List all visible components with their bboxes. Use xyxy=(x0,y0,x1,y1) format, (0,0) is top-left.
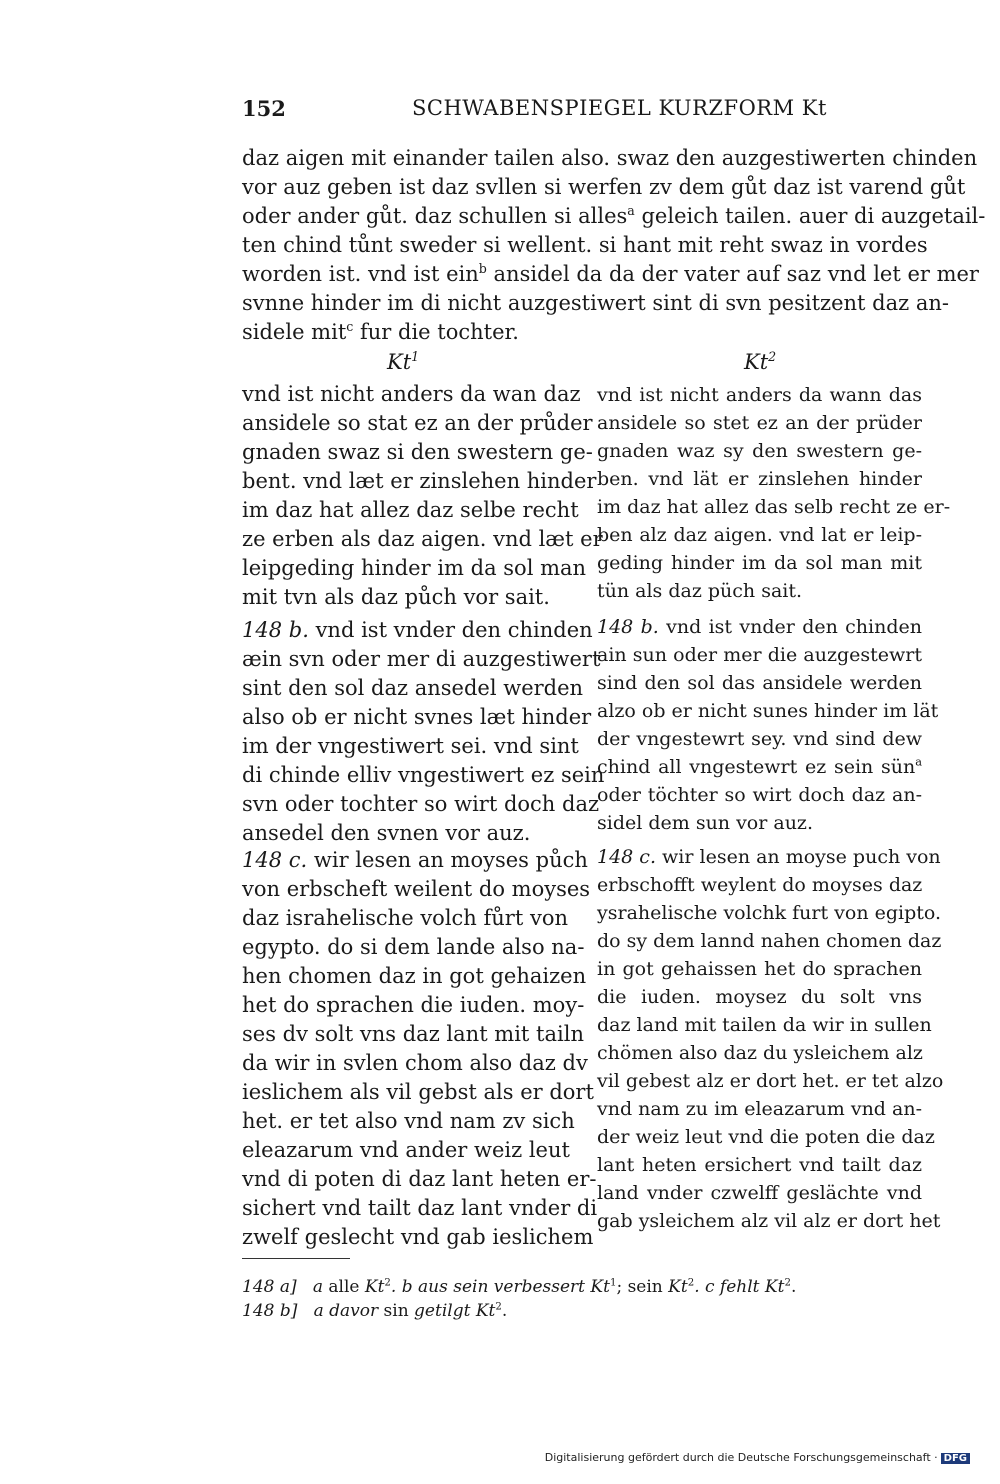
text-line: oder ander gůt. daz schullen si alles$^a$ geleich tailen. auer di auzgetail- xyxy=(242,203,986,228)
text-line: lant heten ersichert vnd tailt daz xyxy=(597,1154,922,1176)
text-line: gab ysleichem alz vil alz er dort het xyxy=(597,1210,941,1232)
text-line: gnaden waz sy den swestern ge- xyxy=(597,440,922,462)
text-line: gnaden swaz si den swestern ge- xyxy=(242,440,593,464)
text-line: vor auz geben ist daz svllen si werfen zv dem gůt daz ist varend gůt xyxy=(242,175,966,199)
text-line: bent. vnd læt er zinslehen hinder xyxy=(242,469,597,493)
footnote-rule xyxy=(242,1258,350,1259)
text-line: sidel dem sun vor auz. xyxy=(597,812,813,834)
column-heading-left: Kt$^1$ xyxy=(387,349,420,374)
text-line: 148 c. wir lesen an moyse puch von xyxy=(597,846,941,868)
text-line: 148 c. wir lesen an moyses půch xyxy=(242,848,588,872)
text-line: ieslichem als vil gebst als er dort xyxy=(242,1080,594,1104)
text-line: het do sprachen die iuden. moy- xyxy=(242,993,585,1017)
footnote-marker: b xyxy=(478,261,487,276)
text-line: der vngestewrt sey. vnd sind dew xyxy=(597,728,922,750)
text-line: 148 b. vnd ist vnder den chinden xyxy=(597,616,923,638)
text-line: land vnder czwelff geslächte vnd xyxy=(597,1182,922,1204)
text-line: ysrahelische volchk furt von egipto. xyxy=(597,902,942,924)
text-line: hen chomen daz in got gehaizen xyxy=(242,964,587,988)
text-line: vnd ist nicht anders da wan daz xyxy=(242,382,581,406)
section-number: 148 b. xyxy=(597,616,659,638)
text-line: ansidele so stat ez an der průder xyxy=(242,411,593,435)
text-line: het. er tet also vnd nam zv sich xyxy=(242,1109,575,1133)
text-line: sidele mit$^c$ fur die tochter. xyxy=(242,319,519,344)
text-line: worden ist. vnd ist ein$^b$ ansidel da da der vater auf saz vnd let er mer xyxy=(242,261,979,286)
section-number: 148 b. xyxy=(242,618,309,642)
digitization-credit: Digitalisierung gefördert durch die Deutsche Forschungsgemeinschaft · DFG xyxy=(545,1451,970,1464)
text-line: die iuden. moysez du solt vns xyxy=(597,986,922,1008)
text-line: ain sun oder mer die auzgestewrt xyxy=(597,644,922,666)
text-line: im der vngestiwert sei. vnd sint xyxy=(242,734,579,758)
text-line: svn oder tochter so wirt doch daz xyxy=(242,792,600,816)
text-line: ben alz daz aigen. vnd lat er leip- xyxy=(597,524,922,546)
section-number: 148 c. xyxy=(597,846,656,868)
text-line: ansedel den svnen vor auz. xyxy=(242,821,531,845)
text-line: daz land mit tailen da wir in sullen xyxy=(597,1014,932,1036)
column-heading-right: Kt$^2$ xyxy=(744,349,777,374)
text-line: im daz hat allez daz selbe recht xyxy=(242,498,579,522)
text-line: vil gebest alz er dort het. er tet alzo xyxy=(597,1070,944,1092)
text-line: zwelf geslecht vnd gab ieslichem xyxy=(242,1225,594,1249)
text-line: sind den sol das ansidele werden xyxy=(597,672,922,694)
text-line: tün als daz püch sait. xyxy=(597,580,803,602)
text-line: ses dv solt vns daz lant mit tailn xyxy=(242,1022,584,1046)
page-number: 152 xyxy=(242,96,286,121)
text-line: in got gehaissen het do sprachen xyxy=(597,958,922,980)
text-line: di chinde elliv vngestiwert ez sein xyxy=(242,763,605,787)
text-line: vnd ist nicht anders da wann das xyxy=(597,384,922,406)
text-line: 148 b. vnd ist vnder den chinden xyxy=(242,618,593,642)
text-line: sichert vnd tailt daz lant vnder di xyxy=(242,1196,598,1220)
text-line: daz israhelische volch fůrt von xyxy=(242,906,568,930)
text-line: ansidele so stet ez an der prüder xyxy=(597,412,922,434)
footnote-marker: c xyxy=(346,319,354,334)
text-line: geding hinder im da sol man mit xyxy=(597,552,922,574)
text-line: daz aigen mit einander tailen also. swaz den auzgestiwerten chinden xyxy=(242,146,978,170)
section-number: 148 c. xyxy=(242,848,308,872)
text-line: also ob er nicht svnes læt hinder xyxy=(242,705,592,729)
text-line: vnd di poten di daz lant heten er- xyxy=(242,1167,597,1191)
text-line: alzo ob er nicht sunes hinder im lät xyxy=(597,700,939,722)
text-line: eleazarum vnd ander weiz leut xyxy=(242,1138,570,1162)
text-line: von erbscheft weilent do moyses xyxy=(242,877,591,901)
text-line: oder töchter so wirt doch daz an- xyxy=(597,784,922,806)
text-line: chömen also daz du ysleichem alz xyxy=(597,1042,923,1064)
footnote-148b: 148 b] a davor sin getilgt Kt$^2$. xyxy=(242,1301,508,1321)
text-line: im daz hat allez das selb recht ze er- xyxy=(597,496,951,518)
footnote-marker: a xyxy=(627,203,635,218)
text-line: ze erben als daz aigen. vnd læt er xyxy=(242,527,603,551)
text-line: da wir in svlen chom also daz dv xyxy=(242,1051,588,1075)
text-line: vnd nam zu im eleazarum vnd an- xyxy=(597,1098,922,1120)
text-line: do sy dem lannd nahen chomen daz xyxy=(597,930,942,952)
text-line: sint den sol daz ansedel werden xyxy=(242,676,584,700)
text-line: egypto. do si dem lande also na- xyxy=(242,935,585,959)
text-line: svnne hinder im di nicht auzgestiwert sint di svn pesitzent daz an- xyxy=(242,291,949,315)
text-line: leipgeding hinder im da sol man xyxy=(242,556,587,580)
text-line: mit tvn als daz půch vor sait. xyxy=(242,585,550,609)
footnote-148a: 148 a] a alle Kt$^2$. b aus sein verbessert Kt$^1$; sein Kt$^2$. c fehlt Kt$^2$. xyxy=(242,1277,797,1297)
text-line: chind all vngestewrt ez sein sün$^a$ xyxy=(597,754,922,778)
text-line: der weiz leut vnd die poten die daz xyxy=(597,1126,935,1148)
text-line: ten chind tůnt sweder si wellent. si hant mit reht swaz in vordes xyxy=(242,233,928,257)
footnote-marker: a xyxy=(915,754,922,769)
text-line: erbschofft weylent do moyses daz xyxy=(597,874,923,896)
running-title: SCHWABENSPIEGEL KURZFORM Kt xyxy=(412,96,827,120)
page-header xyxy=(242,96,922,128)
dfg-logo: DFG xyxy=(941,1453,970,1464)
text-line: æin svn oder mer di auzgestiwert xyxy=(242,647,601,671)
text-line: ben. vnd lät er zinslehen hinder xyxy=(597,468,922,490)
